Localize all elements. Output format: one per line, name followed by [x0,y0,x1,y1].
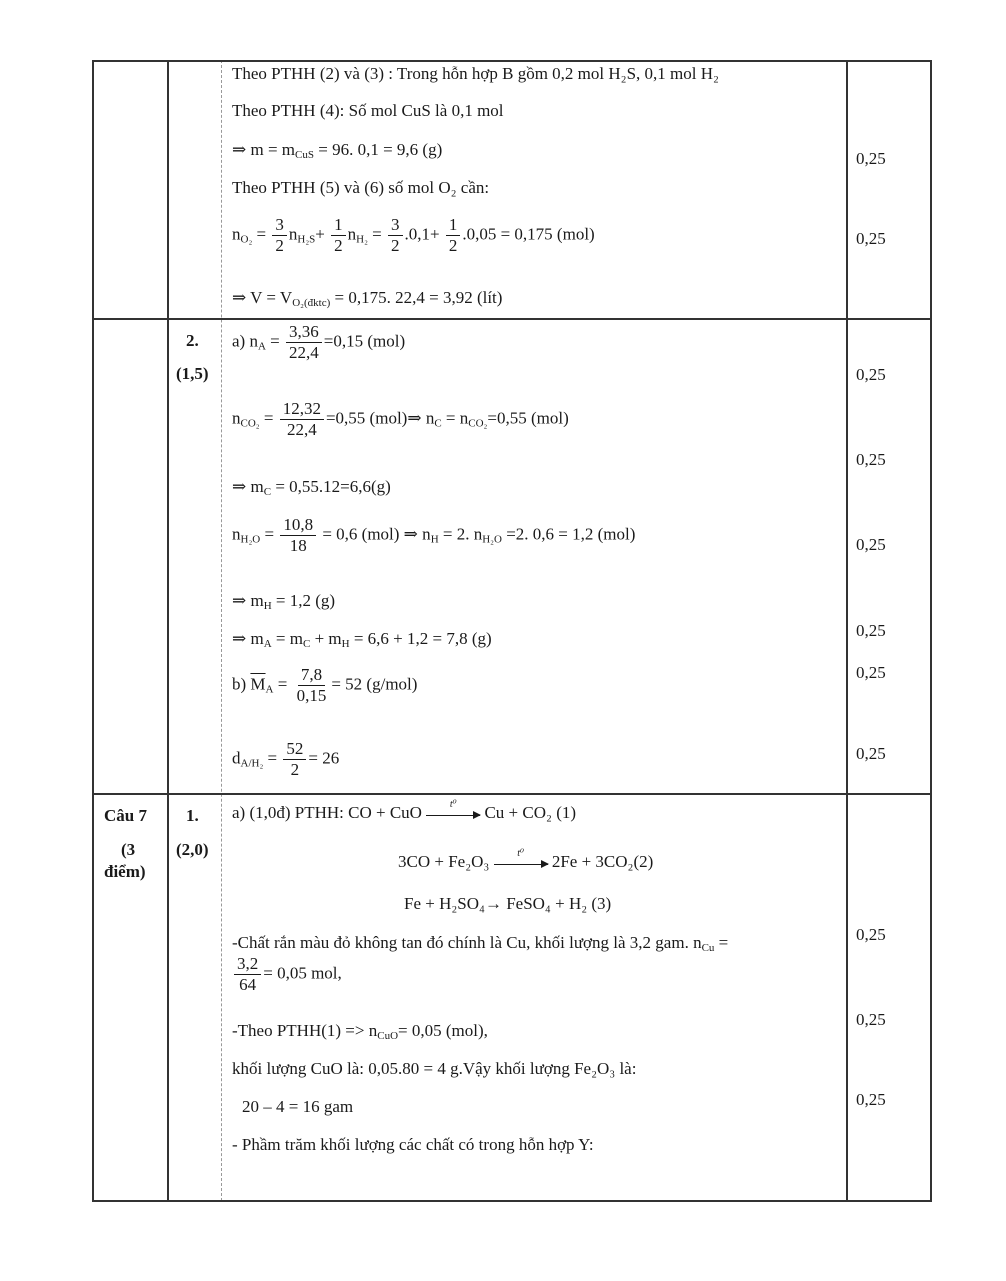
s3-question-points-2: điểm) [104,862,146,881]
s2-score-6: 0,25 [856,744,886,763]
s3-score-1: 0,25 [856,925,886,944]
s2-mc: ⇒ $m_C = 0,55.12=6,6(g)$ [232,477,391,498]
s3-mass-result: 20 – 4 = 16 gam [242,1097,354,1116]
s2-nco2-equation: $n_{CO_2}$ = $\frac{12,32}{22,4}$ =0,55 (mol)⇒ $n_C = n_{CO_2}=0,55$ (mol) [232,399,569,439]
s1-score-2: 0,25 [856,229,886,248]
s1-line2: Theo PTHH (4): Số mol CuS là 0,1 mol [232,101,504,120]
s2-number: 2. [186,331,199,350]
s1-line4: Theo PTHH (5) và (6) số mol O₂ cần: [232,178,490,197]
s1-line1: Theo PTHH (2) và (3) : Trong hỗn hợp B gồm 0,2 mol H₂S, 0,1 mol H₂ [232,64,719,83]
s1-line6: ⇒ $V = V_{O_2(đktc)} = 0,175$. 22,4 = 3,92 (lít) [232,288,503,309]
s2-molar-mass-equation: b) $\overline{M}_A$ = $\frac{7,8}{0,15}$ = 52 (g/mol) [232,665,418,705]
table-border-left [92,60,94,1201]
s2-score-5: 0,25 [856,663,886,682]
s1-line5-equation: $n_{O_2}$ = $\frac{3}{2}$ $n_{H_2S}+$ $\frac{1}{2}$ $n_{H_2}$ = $\frac{3}{2}$ .0,1+ $\frac{1}{2}$ .0,05 = 0,175 (mol) [232,215,595,255]
s2-score-3: 0,25 [856,535,886,554]
s3-cu-fraction: $\frac{3,2}{64}$ = 0,05 mol, [232,955,342,994]
s3-percent-text: - Phầm trăm khối lượng các chất có trong hỗn hợp Y: [232,1135,594,1154]
s3-points: (2,0) [176,840,209,859]
table-row-divider-1 [92,318,932,320]
s2-ma: ⇒ $m_A = m_C + m_H = 6,6 + 1,2 = 7,8$ (g) [232,629,492,650]
s3-question-label: Câu 7 [104,806,147,825]
s2-points: (1,5) [176,364,209,383]
reaction-arrow-icon: t⁰ [494,862,548,865]
s3-equation-2: 3CO + Fe₂O₃ t⁰ 2Fe + 3CO₂(2) [398,847,654,871]
s2-score-2: 0,25 [856,450,886,469]
s1-score-1: 0,25 [856,149,886,168]
s1-line3: ⇒ $m = m_{CuS} = 96$. 0,1 = 9,6 (g) [232,140,443,161]
table-border-col3 [221,60,222,1201]
s3-mass-text: khối lượng CuO là: 0,05.80 = 4 g.Vậy khối lượng Fe₂O₃ là: [232,1059,637,1078]
s3-number: 1. [186,806,199,825]
s3-cuo-text: -Theo PTHH(1) => $n_{CuO}= 0,05$ (mol), [232,1021,488,1042]
s3-question-points-1: (3 [121,840,136,859]
s3-score-3: 0,25 [856,1090,886,1109]
table-row-divider-2 [92,793,932,795]
s2-density-equation: $d_{A/H_2}$ = $\frac{52}{2}$ = 26 [232,739,340,779]
reaction-arrow-icon: t⁰ [426,813,480,816]
table-border-right [930,60,932,1201]
s2-nh2o-equation: $n_{H_2O}$ = $\frac{10,8}{18}$ = 0,6 (mol) ⇒ $n_H = 2$. $n_{H_2O} =2$. 0,6 = 1,2 (mol) [232,515,636,555]
s2-na-equation: a) $n_A$ = $\frac{3,36}{22,4}$ =0,15 (mol) [232,322,406,362]
table-border-col4 [846,60,848,1201]
s3-score-2: 0,25 [856,1010,886,1029]
s2-score-4: 0,25 [856,621,886,640]
table-border-bottom [92,1200,932,1202]
table-border-top [92,60,932,62]
s3-cu-text: -Chất rắn màu đỏ không tan đó chính là Cu, khối lượng là 3,2 gam. $n_{Cu}$ = [232,933,729,954]
s2-mh: ⇒ $m_H = 1,2$ (g) [232,591,336,612]
table-border-col2 [167,60,169,1201]
s2-score-1: 0,25 [856,365,886,384]
s3-equation-1: a) (1,0đ) PTHH: CO + CuO t⁰ Cu + CO₂ (1) [232,798,577,822]
s3-equation-3: Fe + H₂SO₄→ FeSO₄ + H₂ (3) [404,894,612,913]
